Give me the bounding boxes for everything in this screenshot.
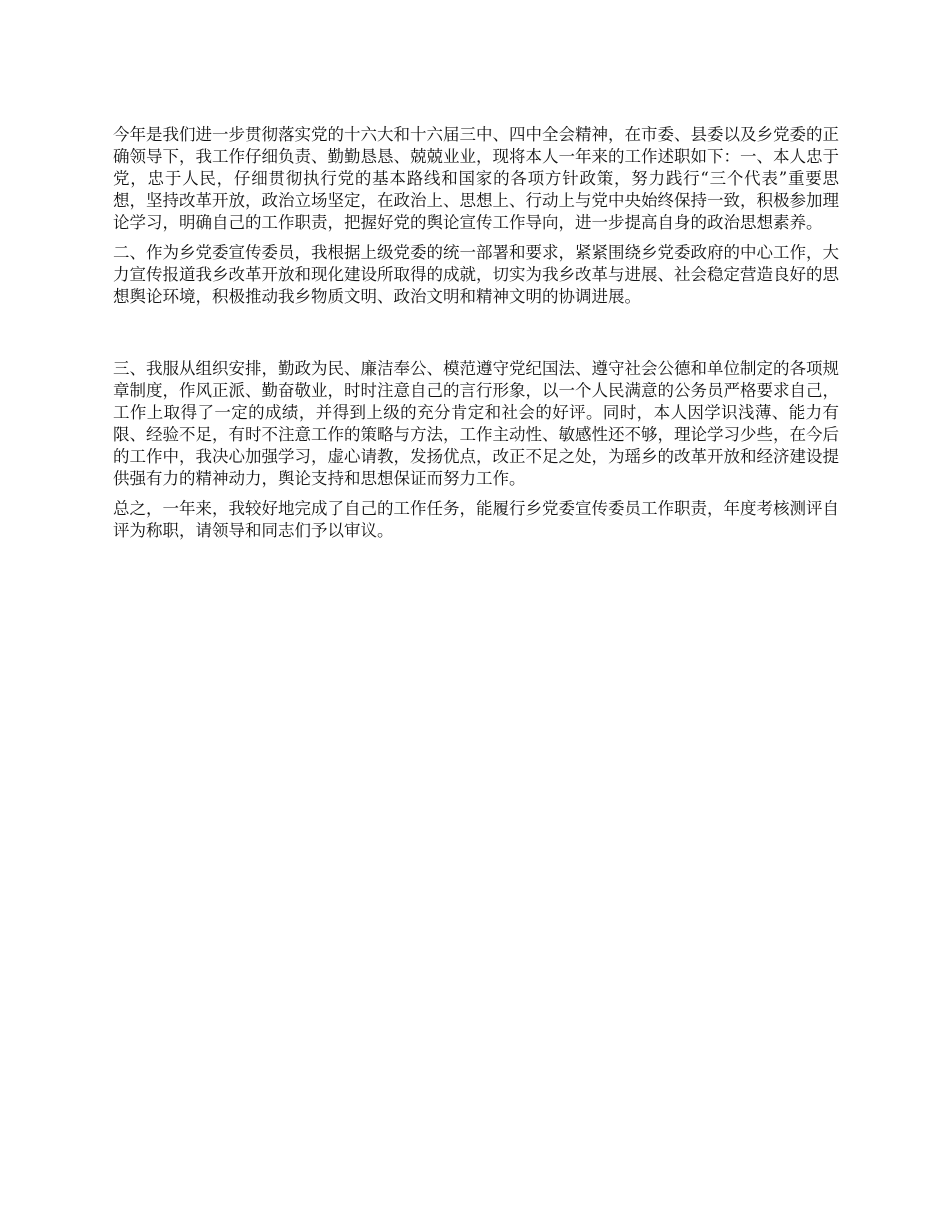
paragraph-section-three: 三、我服从组织安排，勤政为民、廉洁奉公、模范遵守党纪国法、遵守社会公德和单位制定的各项规章制度，作风正派、勤奋敬业，时时注意自己的言行形象，以一个人民满意的公务员严格要求自己，工作上取得了一定的成绩，并得到上级的充分肯定和社会的好评。同时，本人因学识浅薄、能力有限、经验不足，有时不注意工作的策略与方法，工作主动性、敏感性还不够，理论学习少些，在今后的工作中，我决心加强学习，虚心请教，发扬优点，改正不足之处，为瑶乡的改革开放和经济建设提供强有力的精神动力，舆论支持和思想保证而努力工作。 <box>113 359 839 488</box>
document-body <box>113 124 839 550</box>
paragraph-intro: 今年是我们进一步贯彻落实党的十六大和十六届三中、四中全会精神，在市委、县委以及乡党委的正确领导下，我工作仔细负责、勤勤恳恳、兢兢业业，现将本人一年来的工作述职如下：一、本人忠于党，忠于人民，仔细贯彻执行党的基本路线和国家的各项方针政策，努力践行“三个代表”重要思想，坚持改革开放，政治立场坚定，在政治上、思想上、行动上与党中央始终保持一致，积极参加理论学习，明确自己的工作职责，把握好党的舆论宣传工作导向，进一步提高自身的政治思想素养。 <box>113 125 839 232</box>
paragraph-conclusion: 总之，一年来，我较好地完成了自己的工作任务，能履行乡党委宣传委员工作职责，年度考核测评自评为称职，请领导和同志们予以审议。 <box>113 499 839 540</box>
paragraph-section-two: 二、作为乡党委宣传委员，我根据上级党委的统一部署和要求，紧紧围绕乡党委政府的中心工作，大力宣传报道我乡改革开放和现化建设所取得的成就，切实为我乡改革与进展、社会稳定营造良好的思想舆论环境，积极推动我乡物质文明、政治文明和精神文明的协调进展。 <box>113 243 839 306</box>
paragraph-gap <box>113 316 839 358</box>
